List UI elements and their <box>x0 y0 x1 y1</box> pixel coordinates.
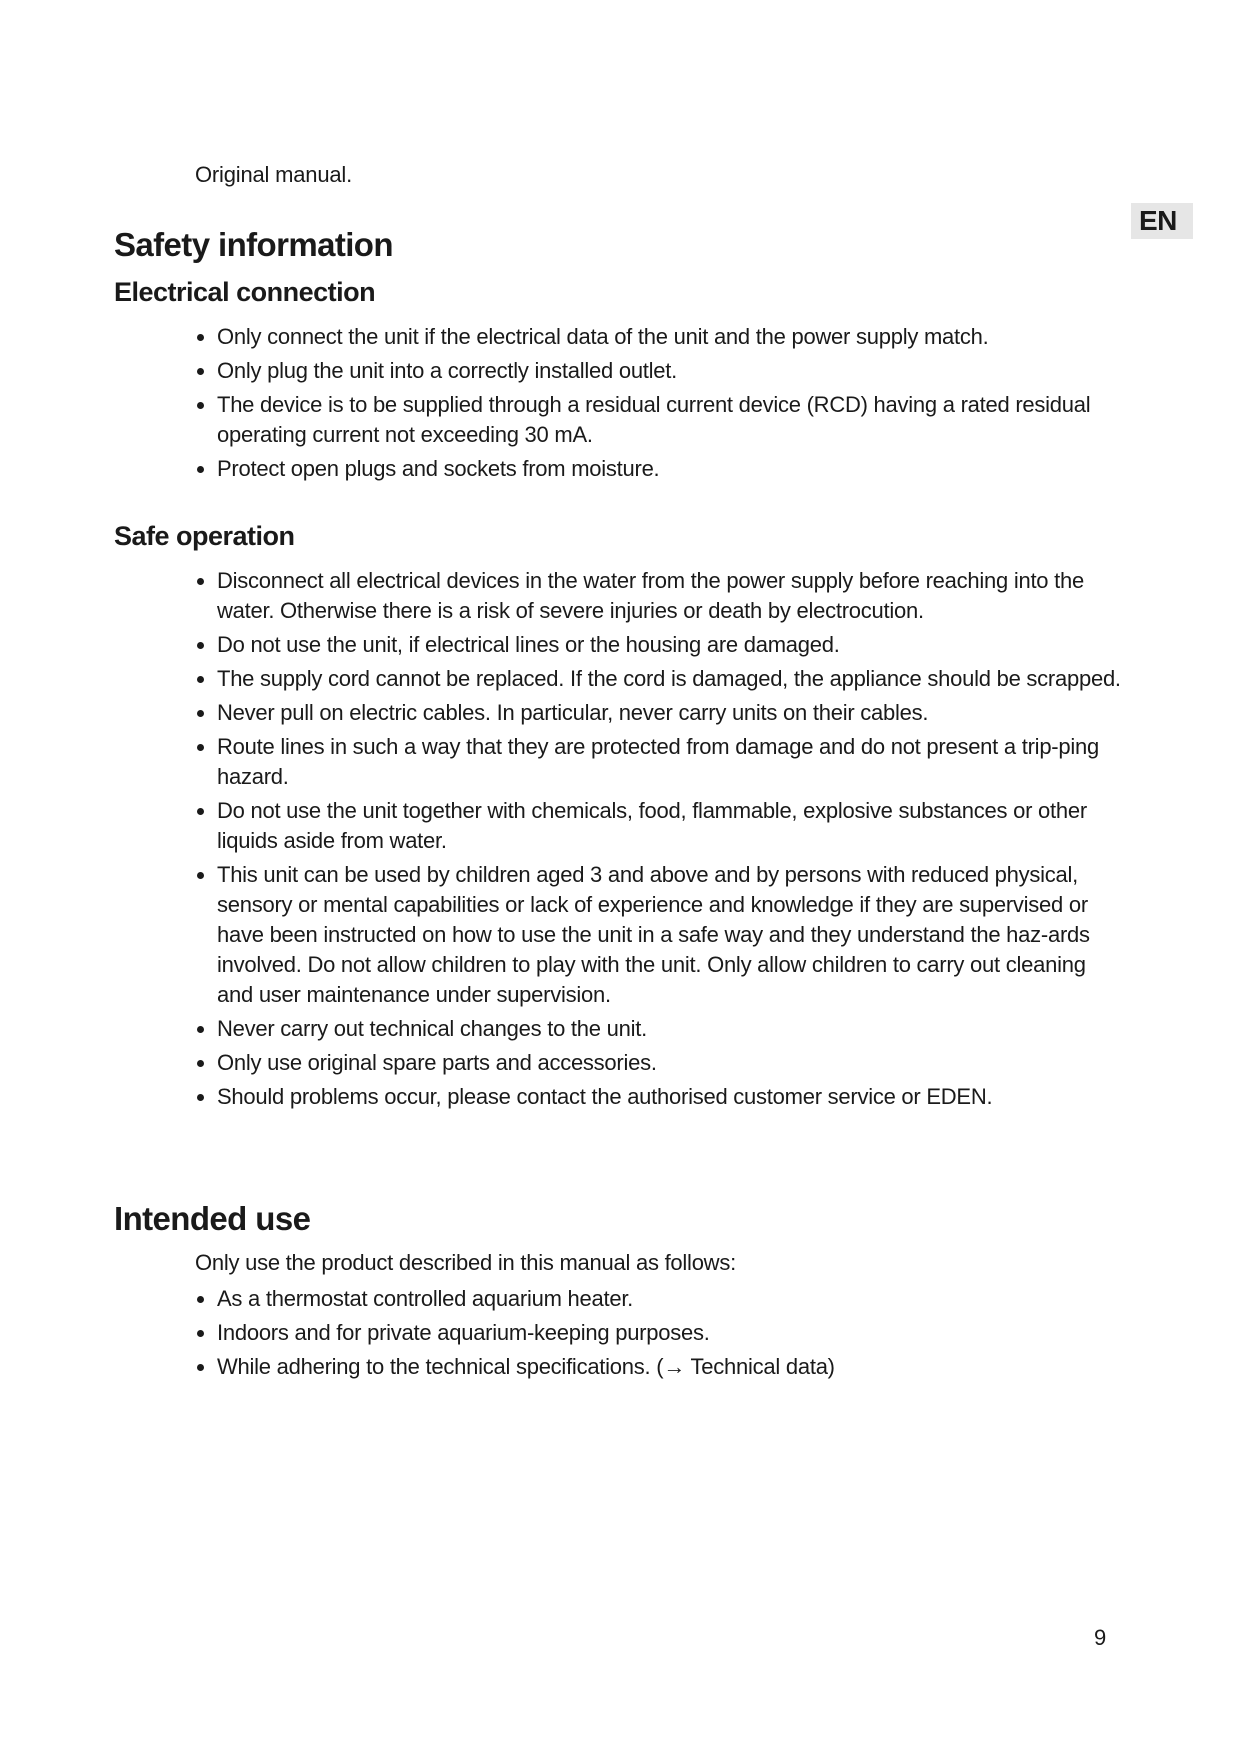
intended-use-list <box>195 1284 1125 1386</box>
intro-text: Original manual. <box>195 162 352 187</box>
intended-use-heading: Intended use <box>114 1200 311 1237</box>
page-number: 9 <box>1094 1625 1107 1650</box>
list-item: While adhering to the technical specifications. (→ Technical data) <box>195 1352 1125 1382</box>
safety-heading: Safety information <box>114 226 393 263</box>
list-item: Never carry out technical changes to the unit. <box>195 1014 1125 1044</box>
electrical-connection-heading: Electrical connection <box>114 277 376 307</box>
list-item: Only plug the unit into a correctly installed outlet. <box>195 356 1125 386</box>
list-item: As a thermostat controlled aquarium heater. <box>195 1284 1125 1314</box>
list-item: Indoors and for private aquarium-keeping purposes. <box>195 1318 1125 1348</box>
list-item: Route lines in such a way that they are protected from damage and do not present a trip-ping hazard. <box>195 732 1125 792</box>
list-item: This unit can be used by children aged 3 and above and by persons with reduced physical, sensory or mental capabilities or lack of experience and knowledge if they are supervised or have been instructed on how to use the unit in a safe way and they understand the haz-ards involved. Do not allow children to play with the unit. Only allow children to carry out cleaning and user maintenance under supervision. <box>195 860 1125 1010</box>
list-item: Do not use the unit together with chemicals, food, flammable, explosive substances or other liquids aside from water. <box>195 796 1125 856</box>
intended-use-intro: Only use the product described in this manual as follows: <box>195 1250 736 1275</box>
list-item: Never pull on electric cables. In particular, never carry units on their cables. <box>195 698 1125 728</box>
list-item: Protect open plugs and sockets from moisture. <box>195 454 1125 484</box>
language-badge: EN <box>1131 203 1193 239</box>
list-item: Only use original spare parts and accessories. <box>195 1048 1125 1078</box>
list-item: The supply cord cannot be replaced. If the cord is damaged, the appliance should be scrapped. <box>195 664 1125 694</box>
list-item: Do not use the unit, if electrical lines or the housing are damaged. <box>195 630 1125 660</box>
electrical-connection-list <box>195 322 1125 488</box>
list-item: Only connect the unit if the electrical data of the unit and the power supply match. <box>195 322 1125 352</box>
safe-operation-heading: Safe operation <box>114 521 295 551</box>
list-item: Should problems occur, please contact the authorised customer service or EDEN. <box>195 1082 1125 1112</box>
safe-operation-list <box>195 566 1125 1116</box>
list-item: The device is to be supplied through a residual current device (RCD) having a rated residual operating current not exceeding 30 mA. <box>195 390 1125 450</box>
list-item: Disconnect all electrical devices in the water from the power supply before reaching into the water. Otherwise there is a risk of severe injuries or death by electrocution. <box>195 566 1125 626</box>
